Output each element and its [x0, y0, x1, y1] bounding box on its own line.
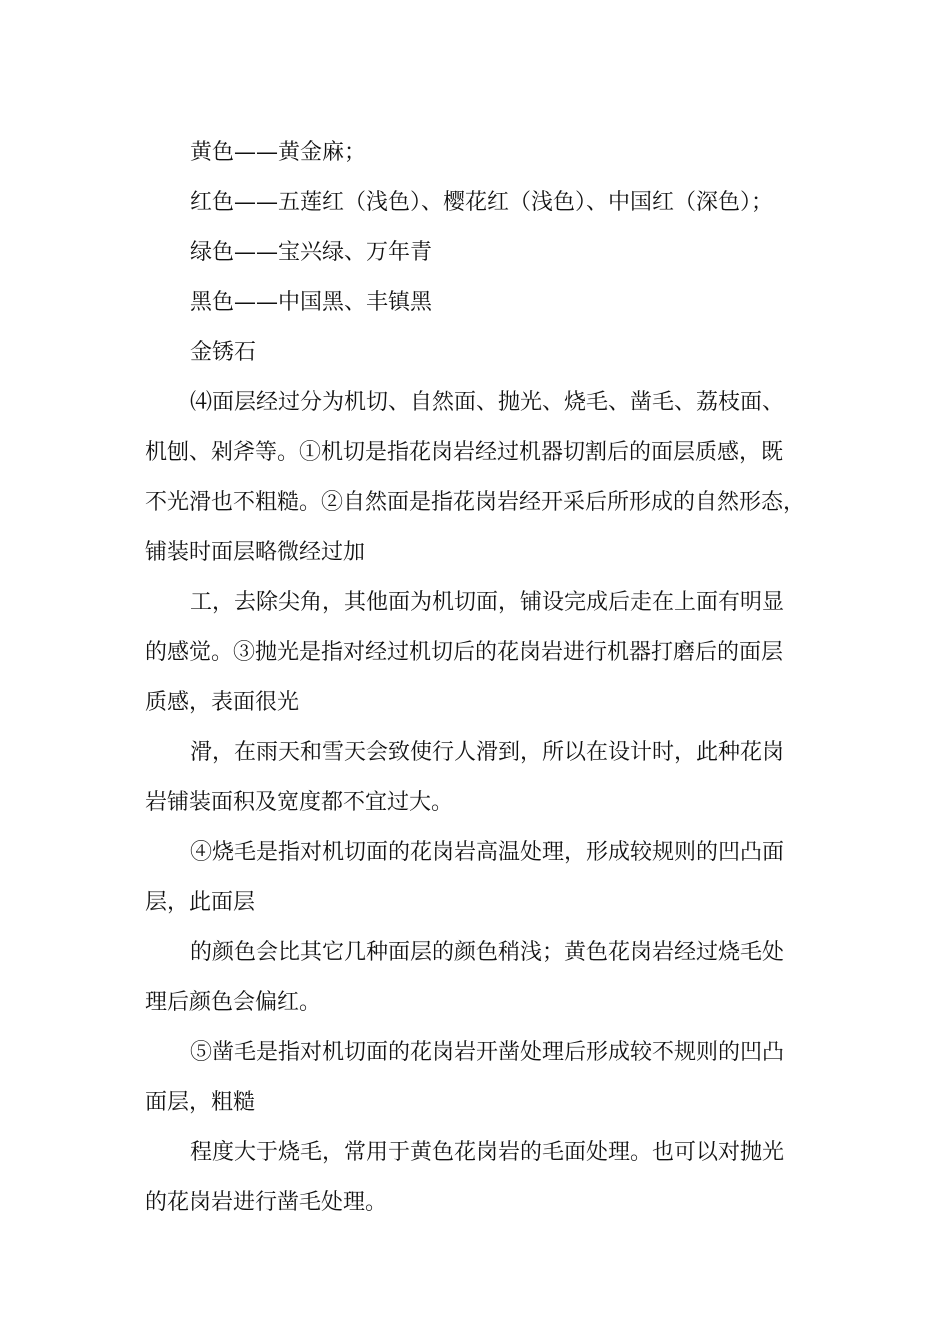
- text-line: 铺装时面层略微经过加: [145, 540, 366, 565]
- text-line: 程度大于烧毛，常用于黄色花岗岩的毛面处理。也可以对抛光: [190, 1140, 785, 1165]
- text-line: 红色——五莲红（浅色）、樱花红（浅色）、中国红（深色）；: [190, 190, 774, 215]
- text-line: 黄色——黄金麻；: [190, 140, 367, 165]
- text-line: 绿色——宝兴绿、万年青: [190, 240, 433, 265]
- text-line: 的感觉。③抛光是指对经过机切后的花岗岩进行机器打磨后的面层: [145, 640, 784, 665]
- text-line: 层，此面层: [145, 890, 256, 915]
- text-line: 面层，粗糙: [145, 1090, 256, 1115]
- text-line: 机刨、剁斧等。①机切是指花岗岩经过机器切割后的面层质感，既: [145, 440, 784, 465]
- text-line: 黑色——中国黑、丰镇黑: [190, 290, 433, 315]
- text-line: 的花岗岩进行凿毛处理。: [145, 1190, 388, 1215]
- document-body: [145, 128, 820, 1228]
- text-line: 金锈石: [190, 340, 257, 365]
- text-line: ⑤凿毛是指对机切面的花岗岩开凿处理后形成较不规则的凹凸: [190, 1040, 785, 1065]
- text-line: 质感，表面很光: [145, 690, 300, 715]
- text-line: 工，去除尖角，其他面为机切面，铺设完成后走在上面有明显: [190, 590, 785, 615]
- text-line: ④烧毛是指对机切面的花岗岩高温处理，形成较规则的凹凸面: [190, 840, 785, 865]
- text-line: 的颜色会比其它几种面层的颜色稍浅；黄色花岗岩经过烧毛处: [190, 940, 785, 965]
- text-line: ⑷面层经过分为机切、自然面、抛光、烧毛、凿毛、荔枝面、: [190, 390, 785, 415]
- text-line: 理后颜色会偏红。: [145, 990, 322, 1015]
- text-line: 不光滑也不粗糙。②自然面是指花岗岩经开采后所形成的自然形态，: [145, 490, 806, 515]
- text-line: 岩铺装面积及宽度都不宜过大。: [145, 790, 454, 815]
- text-line: 滑，在雨天和雪天会致使行人滑到，所以在设计时，此种花岗: [190, 740, 785, 765]
